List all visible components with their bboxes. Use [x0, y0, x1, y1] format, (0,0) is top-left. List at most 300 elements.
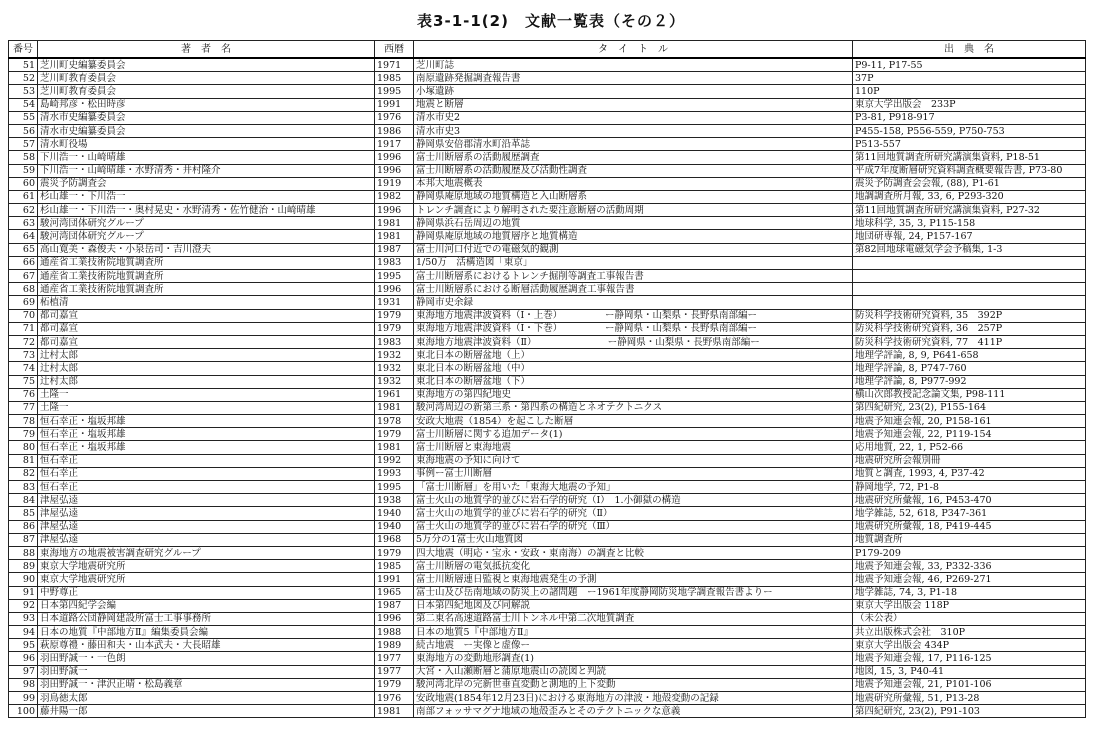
table-row [9, 322, 1086, 335]
cell-no: 65 [9, 243, 38, 256]
cell-title: 富士山及び岳南地域の防災上の諸問題 ー1961年度静岡防災地学調査報告書よりー [414, 586, 853, 599]
cell-title: 事例ー富士川断層 [414, 467, 853, 480]
table-row [9, 217, 1086, 230]
table-row [9, 256, 1086, 269]
cell-title: 清水市史3 [414, 124, 853, 137]
table-row [9, 362, 1086, 375]
table-row [9, 230, 1086, 243]
table-row [9, 388, 1086, 401]
cell-title: 日本第四紀地図及び同解説 [414, 599, 853, 612]
cell-title: 富士川断層連日監視と東海地震発生の予測 [414, 573, 853, 586]
cell-year: 1976 [375, 111, 414, 124]
cell-no: 70 [9, 309, 38, 322]
cell-year: 1985 [375, 560, 414, 573]
cell-source: 東京大学出版会 118P [853, 599, 1086, 612]
table-row [9, 612, 1086, 625]
cell-no: 77 [9, 401, 38, 414]
cell-year: 1978 [375, 415, 414, 428]
cell-title: 南部フォッサマグナ地域の地殻歪みとそのテクトニックな意義 [414, 705, 853, 718]
cell-no: 68 [9, 283, 38, 296]
table-row [9, 177, 1086, 190]
cell-year: 1971 [375, 58, 414, 72]
cell-author: 恒石幸正・塩坂邦雄 [38, 415, 375, 428]
cell-source: 第11回地質調査所研究講演集資料, P27-32 [853, 204, 1086, 217]
cell-source: （未公表） [853, 612, 1086, 625]
cell-author: 辻村太郎 [38, 362, 375, 375]
cell-author: 羽田野誠一・一色朗 [38, 652, 375, 665]
cell-no: 91 [9, 586, 38, 599]
cell-source [853, 283, 1086, 296]
table-row [9, 296, 1086, 309]
cell-no: 63 [9, 217, 38, 230]
cell-no: 54 [9, 98, 38, 111]
cell-no: 61 [9, 190, 38, 203]
table-row [9, 85, 1086, 98]
cell-no: 59 [9, 164, 38, 177]
cell-year: 1981 [375, 230, 414, 243]
cell-no: 94 [9, 626, 38, 639]
cell-source: 地図, 15, 3, P40-41 [853, 665, 1086, 678]
cell-year: 1982 [375, 190, 414, 203]
cell-year: 1989 [375, 639, 414, 652]
cell-title: 芝川町誌 [414, 58, 853, 72]
cell-no: 96 [9, 652, 38, 665]
cell-year: 1996 [375, 151, 414, 164]
table-row [9, 454, 1086, 467]
cell-author: 恒石幸正 [38, 481, 375, 494]
cell-source: 震災予防調査会会報, (88), P1-61 [853, 177, 1086, 190]
cell-source: 共立出版株式会社 310P [853, 626, 1086, 639]
cell-title: 駿河湾周辺の新第三系・第四系の構造とネオテクトニクス [414, 401, 853, 414]
cell-title: 続古地震 ー実像と虚像ー [414, 639, 853, 652]
cell-author: 萩原尊禮・藤田和夫・山本武夫・大長昭雄 [38, 639, 375, 652]
cell-author: 清水町役場 [38, 138, 375, 151]
cell-source: 地震予知連会報, 17, P116-125 [853, 652, 1086, 665]
cell-source: 地球科学, 35, 3, P115-158 [853, 217, 1086, 230]
cell-title: 富士火山の地質学的並びに岩石学的研究（Ⅱ） [414, 507, 853, 520]
table-row [9, 507, 1086, 520]
cell-author: 島崎邦彦・松田時彦 [38, 98, 375, 111]
cell-author: 日本第四紀学会編 [38, 599, 375, 612]
cell-title: 1/50万 活構造図「東京」 [414, 256, 853, 269]
cell-year: 1979 [375, 322, 414, 335]
cell-source: 第82回地球電磁気学会予稿集, 1-3 [853, 243, 1086, 256]
cell-source: 110P [853, 85, 1086, 98]
cell-source: 地理学評論, 8, P747-760 [853, 362, 1086, 375]
table-row [9, 98, 1086, 111]
cell-source: 防災科学技術研究資料, 35 392P [853, 309, 1086, 322]
cell-no: 52 [9, 72, 38, 85]
cell-author: 都司嘉宣 [38, 309, 375, 322]
cell-source [853, 256, 1086, 269]
table-row [9, 441, 1086, 454]
cell-author: 津屋弘逵 [38, 494, 375, 507]
table-row [9, 401, 1086, 414]
cell-source: 防災科学技術研究資料, 77 411P [853, 335, 1086, 348]
table-row [9, 678, 1086, 691]
cell-author: 中野尊正 [38, 586, 375, 599]
cell-title: 第二東名高速道路富士川トンネル中第二次地質調査 [414, 612, 853, 625]
cell-source: 東京大学出版会 434P [853, 639, 1086, 652]
table-row [9, 573, 1086, 586]
table-row [9, 520, 1086, 533]
cell-source: P179-209 [853, 546, 1086, 559]
header-source: 出 典 名 [853, 41, 1086, 59]
table-row [9, 270, 1086, 283]
table-row [9, 546, 1086, 559]
cell-year: 1996 [375, 283, 414, 296]
cell-year: 1988 [375, 626, 414, 639]
cell-title: 富士火山の地質学的並びに岩石学的研究（Ⅲ） [414, 520, 853, 533]
cell-source: 地理学評論, 8, P977-992 [853, 375, 1086, 388]
cell-title: 駿河湾北岸の完新世垂直変動と測地的上下変動 [414, 678, 853, 691]
cell-no: 76 [9, 388, 38, 401]
cell-author: 清水市史編纂委員会 [38, 124, 375, 137]
cell-no: 89 [9, 560, 38, 573]
cell-title: 静岡県安倍郡清水町沿革誌 [414, 138, 853, 151]
table-row [9, 190, 1086, 203]
table-row [9, 533, 1086, 546]
cell-year: 1979 [375, 678, 414, 691]
table-row [9, 692, 1086, 705]
cell-year: 1995 [375, 481, 414, 494]
cell-title: 東北日本の断層盆地（中） [414, 362, 853, 375]
cell-author: 津屋弘逵 [38, 507, 375, 520]
table-row [9, 494, 1086, 507]
table-body [9, 58, 1086, 718]
cell-year: 1981 [375, 705, 414, 718]
cell-no: 53 [9, 85, 38, 98]
cell-year: 1965 [375, 586, 414, 599]
cell-author: 藤井陽一郎 [38, 705, 375, 718]
cell-year: 1985 [375, 72, 414, 85]
cell-author: 辻村太郎 [38, 349, 375, 362]
cell-title: 静岡県庵原地域の地質層序と地質構造 [414, 230, 853, 243]
cell-author: 辻村太郎 [38, 375, 375, 388]
cell-year: 1940 [375, 507, 414, 520]
cell-source: 地調調査所月報, 33, 6, P293-320 [853, 190, 1086, 203]
page-title: 表3-1-1(2) 文献一覧表（その２） [417, 12, 685, 30]
cell-no: 84 [9, 494, 38, 507]
cell-no: 83 [9, 481, 38, 494]
cell-no: 74 [9, 362, 38, 375]
cell-title: 東海地方の変動地形調査(1) [414, 652, 853, 665]
table-row [9, 309, 1086, 322]
literature-table [8, 40, 1086, 718]
cell-source: 地震研究所彙報, 16, P453-470 [853, 494, 1086, 507]
cell-source: 地学雑誌, 52, 618, P347-361 [853, 507, 1086, 520]
cell-no: 92 [9, 599, 38, 612]
cell-title: 静岡県浜石岳周辺の地質 [414, 217, 853, 230]
cell-year: 1968 [375, 533, 414, 546]
cell-title: 地震と断層 [414, 98, 853, 111]
cell-year: 1996 [375, 612, 414, 625]
cell-source: 地震研究所彙報, 51, P13-28 [853, 692, 1086, 705]
cell-author: 津屋弘逵 [38, 533, 375, 546]
cell-no: 100 [9, 705, 38, 718]
cell-source: P455-158, P556-559, P750-753 [853, 124, 1086, 137]
cell-no: 86 [9, 520, 38, 533]
table-row [9, 335, 1086, 348]
table-row [9, 283, 1086, 296]
cell-author: 都司嘉宣 [38, 335, 375, 348]
cell-source: 地団研専報, 24, P157-167 [853, 230, 1086, 243]
table-row [9, 428, 1086, 441]
table-row [9, 705, 1086, 718]
table-row [9, 204, 1086, 217]
cell-year: 1993 [375, 467, 414, 480]
cell-year: 1981 [375, 401, 414, 414]
table-row [9, 586, 1086, 599]
cell-source: 第四紀研究, 23(2), P155-164 [853, 401, 1086, 414]
cell-author: 杉山雄一・下川浩一・奥村晃史・水野清秀・佐竹健治・山崎晴雄 [38, 204, 375, 217]
cell-no: 82 [9, 467, 38, 480]
cell-year: 1979 [375, 546, 414, 559]
cell-title: 東海地方地震津波資料（Ⅱ） ー静岡県・山梨県・長野県南部編ー [414, 335, 853, 348]
cell-title: 富士川断層系におけるトレンチ掘削等調査工事報告書 [414, 270, 853, 283]
table-row [9, 626, 1086, 639]
cell-no: 85 [9, 507, 38, 520]
cell-author: 柘植清 [38, 296, 375, 309]
cell-title: 本邦大地震概表 [414, 177, 853, 190]
cell-title: 四大地震（明応・宝永・安政・東南海）の調査と比較 [414, 546, 853, 559]
cell-no: 78 [9, 415, 38, 428]
cell-no: 75 [9, 375, 38, 388]
table-row [9, 138, 1086, 151]
cell-title: 富士川断層系における断層活動履歴調査工事報告書 [414, 283, 853, 296]
cell-author: 芝川町教育委員会 [38, 72, 375, 85]
cell-source: 地震研究所彙報, 18, P419-445 [853, 520, 1086, 533]
cell-year: 1996 [375, 164, 414, 177]
header-author: 著 者 名 [38, 41, 375, 59]
cell-year: 1979 [375, 309, 414, 322]
cell-source: 地震予知連会報, 21, P101-106 [853, 678, 1086, 691]
cell-no: 60 [9, 177, 38, 190]
cell-title: 東海地方地震津波資料（Ⅰ・下巻） ー静岡県・山梨県・長野県南部編ー [414, 322, 853, 335]
cell-title: 東海地方の第四紀地史 [414, 388, 853, 401]
cell-title: 静岡県庵原地域の地質構造と入山断層系 [414, 190, 853, 203]
cell-source: 第四紀研究, 23(2), P91-103 [853, 705, 1086, 718]
cell-source: 槇山次郎教授記念論文集, P98-111 [853, 388, 1086, 401]
cell-source: 静岡地学, 72, P1-8 [853, 481, 1086, 494]
table-row [9, 665, 1086, 678]
cell-year: 1932 [375, 349, 414, 362]
cell-title: 東北日本の断層盆地（上） [414, 349, 853, 362]
cell-no: 69 [9, 296, 38, 309]
table-row [9, 124, 1086, 137]
cell-year: 1987 [375, 243, 414, 256]
cell-year: 1983 [375, 335, 414, 348]
cell-author: 羽田野誠一・津沢正晴・松島義章 [38, 678, 375, 691]
cell-year: 1991 [375, 573, 414, 586]
cell-author: 羽田野誠一 [38, 665, 375, 678]
cell-year: 1976 [375, 692, 414, 705]
table-row [9, 599, 1086, 612]
cell-year: 1931 [375, 296, 414, 309]
cell-title: 日本の地質5『中部地方Ⅱ』 [414, 626, 853, 639]
cell-title: 富士火山の地質学的並びに岩石学的研究（Ⅰ） 1.小御獄の構造 [414, 494, 853, 507]
cell-no: 93 [9, 612, 38, 625]
cell-no: 58 [9, 151, 38, 164]
cell-source [853, 270, 1086, 283]
cell-year: 1977 [375, 652, 414, 665]
cell-year: 1983 [375, 256, 414, 269]
cell-author: 通産省工業技術院地質調査所 [38, 270, 375, 283]
cell-no: 67 [9, 270, 38, 283]
table-row [9, 58, 1086, 72]
table-row [9, 72, 1086, 85]
cell-year: 1940 [375, 520, 414, 533]
cell-source [853, 296, 1086, 309]
cell-source: 地質調査所 [853, 533, 1086, 546]
cell-title: トレンチ調査により解明された要注意断層の活動周期 [414, 204, 853, 217]
cell-source: P513-557 [853, 138, 1086, 151]
cell-year: 1996 [375, 204, 414, 217]
table-row [9, 111, 1086, 124]
cell-year: 1987 [375, 599, 414, 612]
cell-year: 1919 [375, 177, 414, 190]
cell-no: 71 [9, 322, 38, 335]
cell-title: 5万分の1富士火山地質図 [414, 533, 853, 546]
cell-title: 清水市史2 [414, 111, 853, 124]
cell-no: 57 [9, 138, 38, 151]
cell-title: 安政大地震（1854）を起こした断層 [414, 415, 853, 428]
cell-year: 1981 [375, 217, 414, 230]
cell-year: 1917 [375, 138, 414, 151]
header-year: 西暦 [375, 41, 414, 59]
cell-author: 杉山雄一・下川浩一 [38, 190, 375, 203]
cell-year: 1981 [375, 441, 414, 454]
cell-author: 駿河湾団体研究グループ [38, 217, 375, 230]
cell-title: 東海地方地震津波資料（Ⅰ・上巻） ー静岡県・山梨県・長野県南部編ー [414, 309, 853, 322]
cell-author: 下川浩一・山崎晴雄 [38, 151, 375, 164]
cell-title: 安政地震(1854年12月23日)における東海地方の津波・地殻変動の記録 [414, 692, 853, 705]
cell-author: 土隆一 [38, 388, 375, 401]
cell-year: 1995 [375, 85, 414, 98]
cell-no: 81 [9, 454, 38, 467]
cell-author: 土隆一 [38, 401, 375, 414]
cell-title: 東海地震の予知に向けて [414, 454, 853, 467]
cell-no: 62 [9, 204, 38, 217]
cell-author: 日本道路公団静岡建設所富士工事事務所 [38, 612, 375, 625]
table-row [9, 243, 1086, 256]
cell-source: P9-11, P17-55 [853, 58, 1086, 72]
cell-year: 1961 [375, 388, 414, 401]
cell-no: 88 [9, 546, 38, 559]
cell-source: 地理学評論, 8, 9, P641-658 [853, 349, 1086, 362]
cell-source: 防災科学技術研究資料, 36 257P [853, 322, 1086, 335]
cell-no: 64 [9, 230, 38, 243]
cell-title: 富士川断層の電気抵抗変化 [414, 560, 853, 573]
cell-source: 地震予知連会報, 22, P119-154 [853, 428, 1086, 441]
cell-author: 恒石幸正・塩坂邦雄 [38, 428, 375, 441]
cell-year: 1932 [375, 375, 414, 388]
cell-no: 66 [9, 256, 38, 269]
cell-no: 51 [9, 58, 38, 72]
cell-no: 73 [9, 349, 38, 362]
cell-title: 静岡市史余録 [414, 296, 853, 309]
cell-title: 小塚遺跡 [414, 85, 853, 98]
cell-author: 震災予防調査会 [38, 177, 375, 190]
table-row [9, 467, 1086, 480]
cell-year: 1979 [375, 428, 414, 441]
cell-source: 地震研究所会報別冊 [853, 454, 1086, 467]
cell-year: 1977 [375, 665, 414, 678]
cell-author: 羽鳥徳太郎 [38, 692, 375, 705]
table-row [9, 349, 1086, 362]
cell-title: 富士川断層に関する追加データ(1) [414, 428, 853, 441]
cell-author: 芝川町史編纂委員会 [38, 58, 375, 72]
cell-no: 55 [9, 111, 38, 124]
table-row [9, 415, 1086, 428]
cell-no: 80 [9, 441, 38, 454]
cell-source: 応用地質, 22, 1, P52-66 [853, 441, 1086, 454]
table-row [9, 652, 1086, 665]
cell-year: 1938 [375, 494, 414, 507]
cell-no: 72 [9, 335, 38, 348]
cell-author: 下川浩一・山崎晴雄・水野清秀・井村隆介 [38, 164, 375, 177]
cell-source: P3-81, P918-917 [853, 111, 1086, 124]
table-row [9, 560, 1086, 573]
table-row [9, 639, 1086, 652]
cell-year: 1991 [375, 98, 414, 111]
header-no: 番号 [9, 41, 38, 59]
cell-author: 日本の地質『中部地方Ⅱ』編集委員会編 [38, 626, 375, 639]
cell-source: 第11回地質調査所研究講演集資料, P18-51 [853, 151, 1086, 164]
cell-title: 富士川断層系の活動履歴及び活動性調査 [414, 164, 853, 177]
cell-author: 東京大学地震研究所 [38, 573, 375, 586]
cell-year: 1995 [375, 270, 414, 283]
table-row [9, 164, 1086, 177]
cell-title: 東北日本の断層盆地（下） [414, 375, 853, 388]
cell-author: 東海地方の地震被害調査研究グループ [38, 546, 375, 559]
cell-year: 1992 [375, 454, 414, 467]
cell-title: 南原遺跡発掘調査報告書 [414, 72, 853, 85]
cell-author: 都司嘉宣 [38, 322, 375, 335]
cell-no: 79 [9, 428, 38, 441]
cell-author: 東京大学地震研究所 [38, 560, 375, 573]
cell-source: 平成7年度断層研究資料調査概要報告書, P73-80 [853, 164, 1086, 177]
cell-source: 地学雑誌, 74, 3, P1-18 [853, 586, 1086, 599]
cell-no: 87 [9, 533, 38, 546]
cell-year: 1986 [375, 124, 414, 137]
cell-no: 99 [9, 692, 38, 705]
cell-source: 37P [853, 72, 1086, 85]
cell-no: 97 [9, 665, 38, 678]
cell-author: 清水市史編纂委員会 [38, 111, 375, 124]
cell-title: 富士川河口付近での電磁気的観測 [414, 243, 853, 256]
cell-title: 富士川断層系の活動履歴調査 [414, 151, 853, 164]
table-row [9, 151, 1086, 164]
cell-author: 高山寛美・森俊夫・小泉岳司・吉川澄夫 [38, 243, 375, 256]
cell-no: 98 [9, 678, 38, 691]
header-title: タ イ ト ル [414, 41, 853, 59]
cell-author: 駿河湾団体研究グループ [38, 230, 375, 243]
table-row [9, 375, 1086, 388]
cell-source: 地震予知連会報, 33, P332-336 [853, 560, 1086, 573]
cell-author: 通産省工業技術院地質調査所 [38, 256, 375, 269]
cell-source: 地質と調査, 1993, 4, P37-42 [853, 467, 1086, 480]
cell-no: 95 [9, 639, 38, 652]
cell-title: 大宮・入山瀬断層と蒲原地震山の読図と判読 [414, 665, 853, 678]
table-header-row [9, 41, 1086, 59]
cell-title: 富士川断層と東海地震 [414, 441, 853, 454]
cell-year: 1932 [375, 362, 414, 375]
cell-source: 東京大学出版会 233P [853, 98, 1086, 111]
cell-author: 恒石幸正・塩坂邦雄 [38, 441, 375, 454]
cell-author: 恒石幸正 [38, 454, 375, 467]
cell-no: 56 [9, 124, 38, 137]
